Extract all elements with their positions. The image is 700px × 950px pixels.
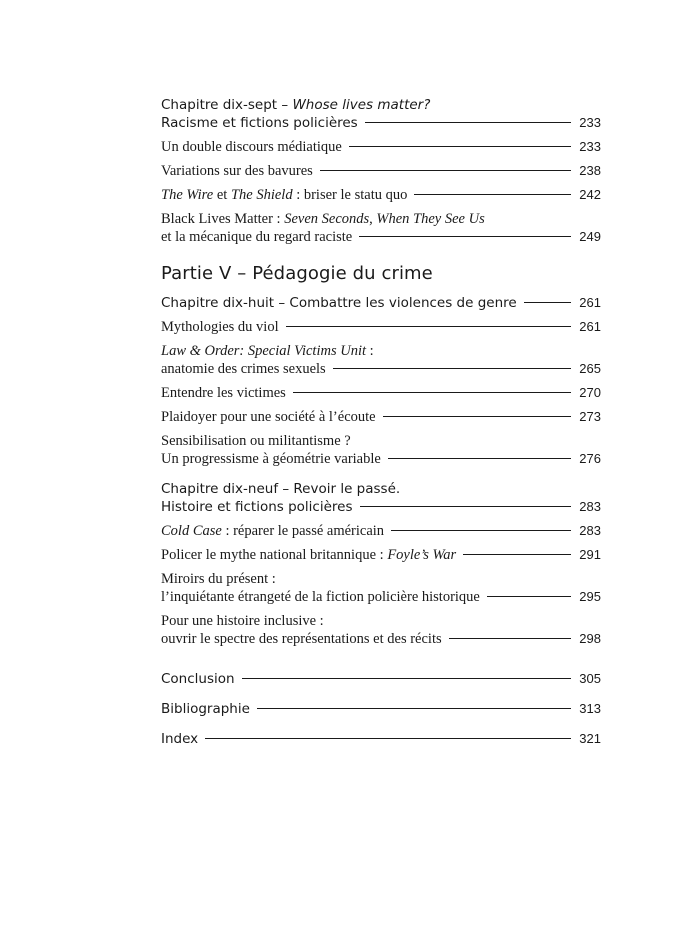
page-number: 295 bbox=[579, 589, 601, 604]
section-title: Policer le mythe national britannique : Foyle’s War bbox=[161, 547, 457, 563]
page-number: 265 bbox=[579, 361, 601, 376]
section-title: Cold Case : réparer le passé américain bbox=[161, 523, 385, 539]
leader-line bbox=[414, 194, 571, 195]
leader-line bbox=[463, 554, 571, 555]
toc-section[interactable] bbox=[161, 408, 601, 426]
chapter-18-title: Chapitre dix-huit – Combattre les violences de genre bbox=[161, 295, 517, 311]
section-title-line1: Law & Order: Special Victims Unit : bbox=[161, 343, 374, 359]
leader-line bbox=[449, 638, 571, 639]
toc-section[interactable] bbox=[161, 546, 601, 564]
section-title: Plaidoyer pour une société à l’écoute bbox=[161, 409, 376, 425]
page-number: 233 bbox=[579, 139, 601, 154]
toc-chapter-19[interactable] bbox=[161, 480, 601, 516]
page-number: 233 bbox=[579, 115, 601, 130]
back-matter-title: Bibliographie bbox=[161, 701, 250, 717]
part-5-title[interactable]: Partie V – Pédagogie du crime bbox=[161, 263, 433, 284]
chapter-17-subtitle: Racisme et fictions policières bbox=[161, 115, 358, 131]
section-title-line1: Sensibilisation ou militantisme ? bbox=[161, 433, 351, 449]
section-title: Entendre les victimes bbox=[161, 385, 286, 401]
section-title: Mythologies du viol bbox=[161, 319, 279, 335]
toc-section[interactable] bbox=[161, 612, 601, 648]
page-number: 321 bbox=[579, 731, 601, 746]
leader-line bbox=[383, 416, 571, 417]
leader-line bbox=[242, 678, 571, 679]
chapter-17-entry[interactable] bbox=[161, 114, 601, 132]
leader-line bbox=[349, 146, 571, 147]
toc-section[interactable] bbox=[161, 138, 601, 156]
page-number: 270 bbox=[579, 385, 601, 400]
toc-conclusion[interactable] bbox=[161, 670, 601, 688]
leader-line bbox=[487, 596, 571, 597]
toc-section[interactable] bbox=[161, 186, 601, 204]
leader-line bbox=[388, 458, 571, 459]
leader-line bbox=[320, 170, 571, 171]
toc-bibliographie[interactable] bbox=[161, 700, 601, 718]
toc-chapter-18[interactable] bbox=[161, 294, 601, 312]
section-title-line2: anatomie des crimes sexuels bbox=[161, 361, 326, 377]
section-title-line1: Pour une histoire inclusive : bbox=[161, 613, 324, 629]
page-number: 291 bbox=[579, 547, 601, 562]
back-matter-title: Conclusion bbox=[161, 671, 235, 687]
section-title-line2: et la mécanique du regard raciste bbox=[161, 229, 353, 245]
leader-line bbox=[359, 236, 571, 237]
leader-line bbox=[360, 506, 572, 507]
section-title: Variations sur des bavures bbox=[161, 163, 313, 179]
page-number: 313 bbox=[579, 701, 601, 716]
section-title: Un double discours médiatique bbox=[161, 139, 342, 155]
chapter-17-heading: Chapitre dix-sept – Whose lives matter? bbox=[161, 97, 431, 113]
page-number: 238 bbox=[579, 163, 601, 178]
leader-line bbox=[333, 368, 571, 369]
page-number: 242 bbox=[579, 187, 601, 202]
section-title-line2: l’inquiétante étrangeté de la fiction policière historique bbox=[161, 589, 480, 605]
toc-section[interactable] bbox=[161, 318, 601, 336]
section-title-line2: ouvrir le spectre des représentations et des récits bbox=[161, 631, 442, 647]
section-title-line1: Black Lives Matter : Seven Seconds, When They See Us bbox=[161, 211, 485, 227]
toc-section[interactable] bbox=[161, 210, 601, 246]
page-number: 283 bbox=[579, 499, 601, 514]
toc-section[interactable] bbox=[161, 522, 601, 540]
leader-line bbox=[365, 122, 571, 123]
page-number: 298 bbox=[579, 631, 601, 646]
leader-line bbox=[391, 530, 571, 531]
toc-section[interactable] bbox=[161, 384, 601, 402]
section-title-line2: Un progressisme à géométrie variable bbox=[161, 451, 381, 467]
leader-line bbox=[286, 326, 571, 327]
leader-line bbox=[524, 302, 571, 303]
page-number: 283 bbox=[579, 523, 601, 538]
toc-section[interactable] bbox=[161, 342, 601, 378]
page-number: 273 bbox=[579, 409, 601, 424]
back-matter-title: Index bbox=[161, 731, 199, 747]
section-title: The Wire et The Shield : briser le statu quo bbox=[161, 187, 408, 203]
toc-section[interactable] bbox=[161, 570, 601, 606]
leader-line bbox=[257, 708, 571, 709]
page-number: 261 bbox=[579, 295, 601, 310]
toc-chapter-17 bbox=[161, 96, 601, 132]
chapter-19-title-line1: Chapitre dix-neuf – Revoir le passé. bbox=[161, 481, 401, 497]
table-of-contents bbox=[161, 96, 601, 748]
page-number: 261 bbox=[579, 319, 601, 334]
toc-index[interactable] bbox=[161, 730, 601, 748]
toc-section[interactable] bbox=[161, 162, 601, 180]
leader-line bbox=[293, 392, 571, 393]
page-number: 249 bbox=[579, 229, 601, 244]
chapter-19-title-line2: Histoire et fictions policières bbox=[161, 499, 353, 515]
page-number: 305 bbox=[579, 671, 601, 686]
leader-line bbox=[205, 738, 571, 739]
page-number: 276 bbox=[579, 451, 601, 466]
toc-section[interactable] bbox=[161, 432, 601, 468]
section-title-line1: Miroirs du présent : bbox=[161, 571, 276, 587]
